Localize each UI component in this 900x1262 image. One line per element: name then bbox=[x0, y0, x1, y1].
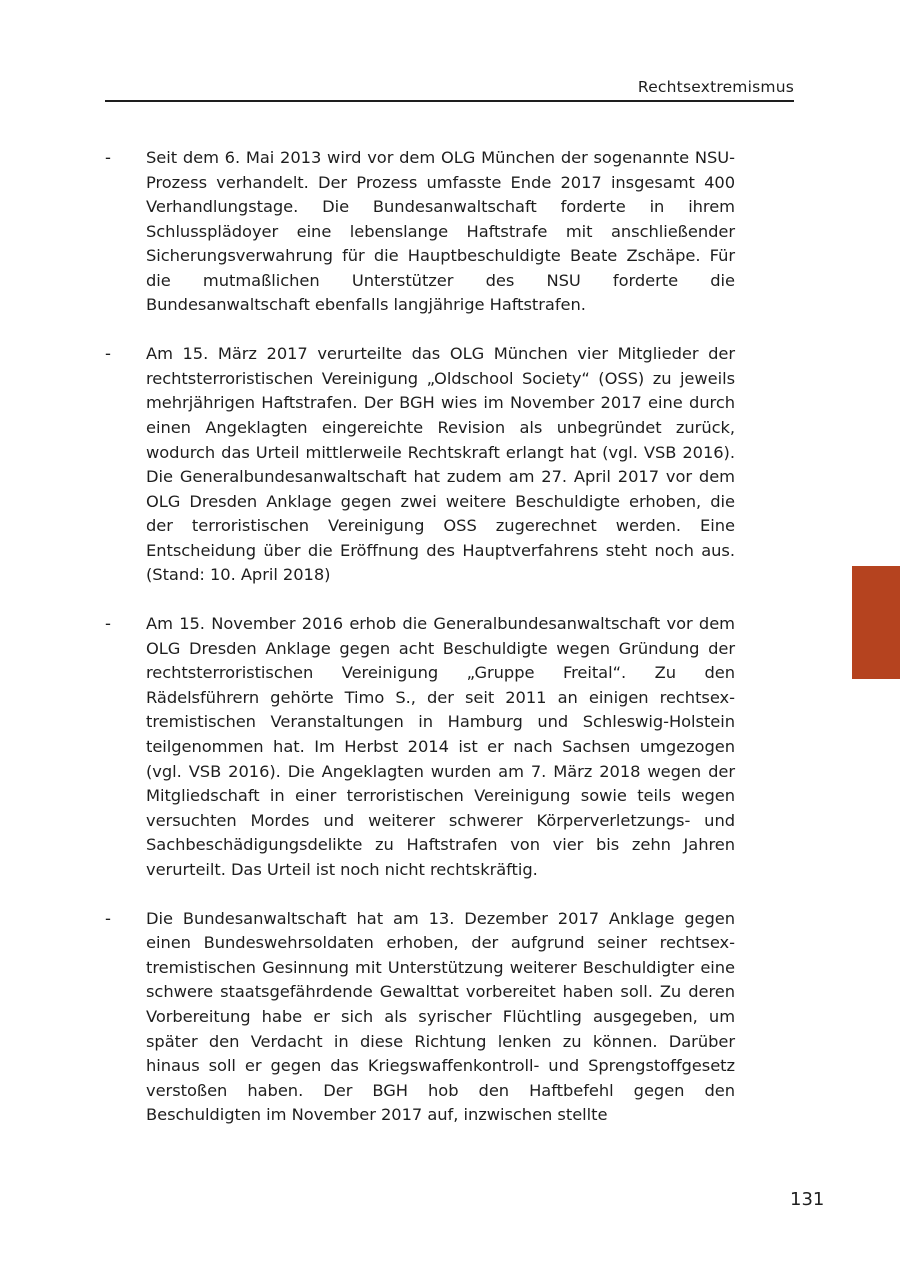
page-number: 131 bbox=[790, 1189, 825, 1210]
list-bullet: - bbox=[105, 614, 111, 634]
list-item bbox=[105, 146, 735, 318]
list-bullet: - bbox=[105, 908, 111, 928]
page-header bbox=[105, 76, 794, 102]
list-bullet: - bbox=[105, 344, 111, 364]
paragraph: Die Bundesanwaltschaft hat am 13. Dezember 2017 Anklage gegen einen Bundeswehrsoldaten erhoben, der aufgrund seiner rechtsextremistischen Gesinnung mit Unterstützung weiterer Beschuldigter eine schwere staatsgefährdende Gewalttat vorbereitet haben soll. Zu deren Vorbereitung habe er sich als syrischer Flüchtling ausgegeben, um später den Verdacht in diese Richtung lenken zu können. Darüber hinaus soll er gegen das Kriegswaffenkontroll- und Sprengstoffgesetz verstoßen haben. Der BGH hob den Haftbefehl gegen den Beschuldigten im November 2017 auf, inzwischen stellte bbox=[146, 908, 735, 1125]
list-item bbox=[105, 612, 735, 882]
section-title: Rechtsextremismus bbox=[637, 78, 794, 96]
paragraph: Am 15. November 2016 erhob die Generalbundesanwaltschaft vor dem OLG Dresden Anklage gegen acht Beschuldigte wegen Gründung der rechtsterroristischen Vereinigung „Gruppe Freital“. Zu den Rädelsführern gehörte Timo S., der seit 2011 an einigen rechtsextremistischen Veranstaltungen in Hamburg und Schleswig-Holstein teilgenommen hat. Im Herbst 2014 ist er nach Sachsen umgezogen (vgl. VSB 2016). Die Angeklagten wurden am 7. März 2018 wegen der Mitgliedschaft in einer terroristischen Vereinigung sowie teils wegen versuchten Mordes und weiterer schwerer Körperverletzungs- und Sachbeschädigungsdelikte zu Haftstrafen von vier bis zehn Jahren verurteilt. Das Urteil ist noch nicht rechtskräftig. bbox=[146, 614, 735, 879]
body-content bbox=[105, 146, 735, 1152]
list-bullet: - bbox=[105, 148, 111, 167]
paragraph: Seit dem 6. Mai 2013 wird vor dem OLG München der sogenannte NSU-Prozess verhandelt. Der Prozess umfasste Ende 2017 insgesamt 400 Verhandlungstage. Die Bundesanwaltschaft forderte in ihrem Schlussplädoyer eine lebenslange Haftstrafe mit anschließender Sicherungsverwahrung für die Hauptbeschuldigte Beate Zschäpe. Für die mutmaßlichen Unterstützer des NSU forderte die Bundesanwaltschaft ebenfalls langjährige Haftstrafen. bbox=[146, 148, 735, 315]
list-item bbox=[105, 907, 735, 1128]
chapter-tab-marker bbox=[852, 566, 900, 679]
list-item bbox=[105, 342, 735, 587]
paragraph: Am 15. März 2017 verurteilte das OLG München vier Mitglieder der rechtsterroristischen Vereinigung „Oldschool Society“ (OSS) zu jeweils mehrjährigen Haftstrafen. Der BGH wies im November 2017 eine durch einen Angeklagten eingereichte Revision als unbegründet zurück, wodurch das Urteil mittlerweile Rechtskraft erlangt hat (vgl. VSB 2016). Die Generalbundesanwaltschaft hat zudem am 27. April 2017 vor dem OLG Dresden Anklage gegen zwei weitere Beschuldigte erhoben, die der terroristischen Vereinigung OSS zugerechnet werden. Eine Entscheidung über die Eröffnung des Hauptverfahrens steht noch aus. (Stand: 10. April 2018) bbox=[146, 344, 735, 585]
